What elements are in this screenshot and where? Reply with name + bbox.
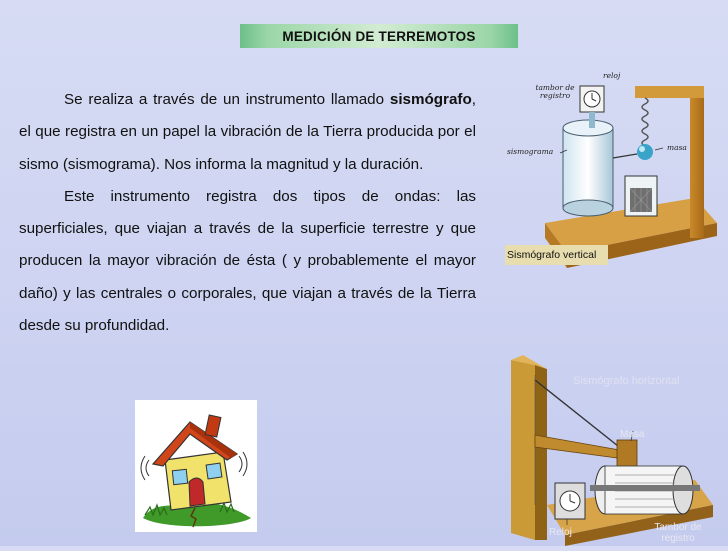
label-horizontal-tambor: Tambor de registro [654, 522, 702, 544]
paragraph-1 [19, 84, 476, 181]
page-title: MEDICIÓN DE TERREMOTOS [240, 24, 518, 48]
label-horizontal-reloj: Reloj [549, 527, 572, 538]
vertical-seismograph-figure [505, 58, 722, 273]
label-masa: masa [667, 143, 687, 152]
horizontal-seismograph-figure [505, 355, 725, 546]
paragraph-1-lead: Se realiza a través de un instrumento llamado [64, 91, 390, 108]
paragraph-1-rest: , el que registra en un papel la vibración de la Tierra producida por el sismo (sismograma). Nos informa la magnitud y la duración. [19, 91, 476, 173]
paragraph-2: Este instrumento registra dos tipos de ondas: las superficiales, que viajan a través de la superficie terrestre y que producen la mayor vibración de ésta ( y probablemente el mayor daño) y las centrales o corporales, que viajan a través de la Tierra desde su profundidad. [19, 187, 476, 335]
vertical-seismograph-caption: Sismógrafo vertical [507, 249, 597, 261]
label-horizontal-masa: Masa [620, 429, 645, 440]
cartoon-house-drawing [135, 400, 257, 532]
label-reloj: reloj [603, 71, 621, 80]
label-tambor: tambor de registro [535, 83, 575, 100]
paragraph-1-bold-term: sismógrafo [389, 91, 472, 108]
label-sismograma: sismograma [507, 147, 554, 156]
shaking-house-illustration [135, 400, 257, 532]
horizontal-seismograph-caption: Sismógrafo horizontal [573, 375, 680, 387]
body-text [19, 84, 476, 342]
